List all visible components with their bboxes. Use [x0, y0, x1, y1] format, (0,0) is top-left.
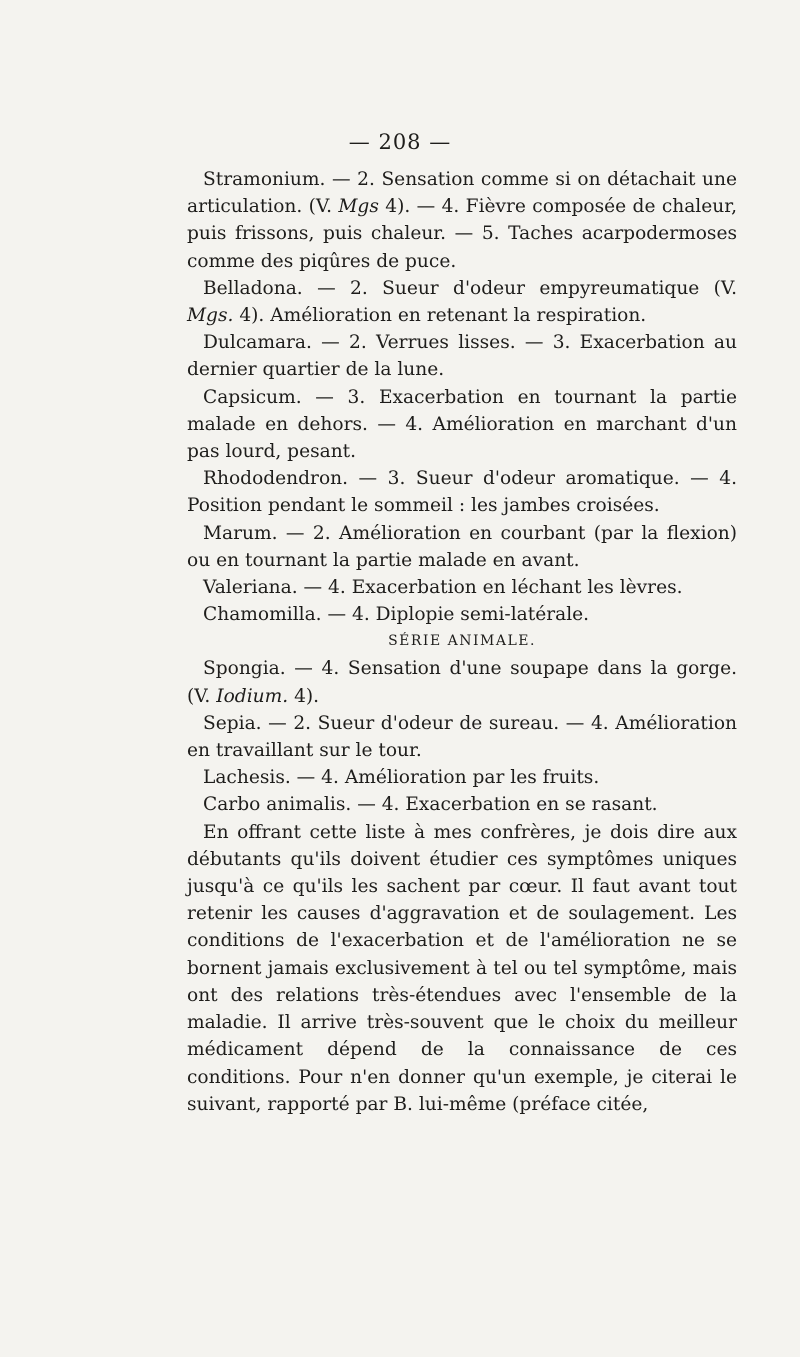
paragraph-marum: Marum. — 2. Amélioration en courbant (par la flexion) ou en tournant la partie malade en avant.	[187, 522, 737, 571]
paragraph-spongia: Spongia. — 4. Sensation d'une soupape dans la gorge. (V. Iodium. 4).	[187, 658, 737, 707]
paragraph-commentary: En offrant cette liste à mes confrères, je dois dire aux débutants qu'ils doivent étudier ces symptômes uniques jusqu'à ce qu'ils les sachent par cœur. Il faut avant tout retenir les causes d'aggravation et de soulagement. Les conditions de l'exacerbation et de l'amélioration ne se bornent jamais exclusivement à tel ou tel symptôme, mais ont des relations très-étendues avec l'ensemble de la maladie. Il arrive très-souvent que le choix du meilleur médicament dépend de la connaissance de ces conditions. Pour n'en donner qu'un exemple, je citerai le suivant, rapporté par B. lui-même (préface citée,	[187, 821, 737, 1115]
paragraph-capsicum: Capsicum. — 3. Exacerbation en tournant la partie malade en dehors. — 4. Amélioration en marchant d'un pas lourd, pesant.	[187, 386, 737, 463]
paragraph-rhododendron: Rhododendron. — 3. Sueur d'odeur aromatique. — 4. Position pendant le sommeil : les jambes croisées.	[187, 468, 737, 517]
paragraph-sepia: Sepia. — 2. Sueur d'odeur de sureau. — 4. Amélioration en travaillant sur le tour.	[187, 712, 737, 762]
paragraph-belladona: Belladona. — 2. Sueur d'odeur empyreumatique (V. Mgs. 4). Amélioration en retenant la respiration.	[187, 277, 737, 327]
paragraph-stramonium: Stramonium. — 2. Sensation comme si on détachait une articulation. (V. Mgs 4). — 4. Fièvre composée de chaleur, puis frissons, puis chaleur. — 5. Taches acarpodermoses comme des piqûres de puce.	[187, 169, 737, 272]
paragraph-chamomilla: Chamomilla. — 4. Diplopie semi-latérale.	[203, 604, 590, 626]
paragraph-lachesis: Lachesis. — 4. Amélioration par les fruits.	[203, 767, 600, 789]
body-text	[187, 166, 737, 1118]
paragraph-carbo-animalis: Carbo animalis. — 4. Exacerbation en se rasant.	[203, 794, 658, 816]
section-heading: SÉRIE ANIMALE.	[388, 633, 536, 650]
page-number: — 208 —	[348, 130, 452, 154]
paragraph-dulcamara: Dulcamara. — 2. Verrues lisses. — 3. Exacerbation au dernier quartier de la lune.	[187, 332, 737, 381]
paragraph-valeriana: Valeriana. — 4. Exacerbation en léchant les lèvres.	[203, 577, 683, 599]
